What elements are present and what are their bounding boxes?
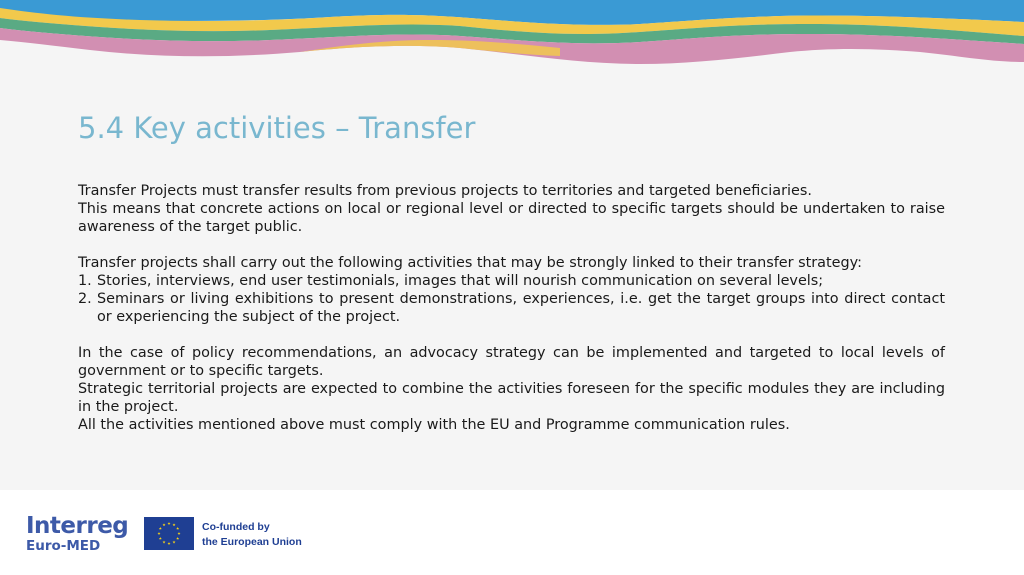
cofunded-line-1: Co-funded by <box>202 521 270 533</box>
paragraph-spacer <box>78 236 945 254</box>
cofunded-line-2: the European Union <box>202 536 302 548</box>
body-paragraph: This means that concrete actions on local or regional level or directed to specific targets should be undertaken to raise awareness of the target public. <box>78 201 945 235</box>
paragraph-spacer <box>78 326 945 344</box>
list-number: 1. <box>78 273 92 289</box>
body-paragraph: All the activities mentioned above must comply with the EU and Programme communication rules. <box>78 417 790 433</box>
body-paragraph: Strategic territorial projects are expected to combine the activities foreseen for the specific modules they are including in the project. <box>78 381 945 415</box>
footer-bar <box>0 490 1024 575</box>
wave-header-decoration <box>0 0 1024 75</box>
eu-flag-icon <box>144 517 194 550</box>
cofunded-label <box>202 520 342 550</box>
activities-list <box>78 272 945 326</box>
list-item <box>78 272 945 290</box>
list-item <box>78 290 945 326</box>
body-paragraph: Transfer Projects must transfer results from previous projects to territories and targeted beneficiaries. <box>78 183 812 199</box>
list-item-text: Seminars or living exhibitions to present demonstrations, experiences, i.e. get the target groups into direct contact or experiencing the subject of the project. <box>97 291 945 325</box>
list-item-text: Stories, interviews, end user testimonials, images that will nourish communication on several levels; <box>97 273 824 289</box>
slide-title: 5.4 Key activities – Transfer <box>78 111 476 145</box>
interreg-logo <box>26 514 136 556</box>
list-number: 2. <box>78 291 92 307</box>
interreg-logo-word: Interreg <box>26 513 129 539</box>
slide-body <box>78 182 945 434</box>
body-paragraph: In the case of policy recommendations, an advocacy strategy can be implemented and targeted to local levels of government or to specific targets. <box>78 345 945 379</box>
interreg-logo-subtitle: Euro-MED <box>26 538 101 554</box>
body-paragraph: Transfer projects shall carry out the following activities that may be strongly linked to their transfer strategy: <box>78 255 862 271</box>
